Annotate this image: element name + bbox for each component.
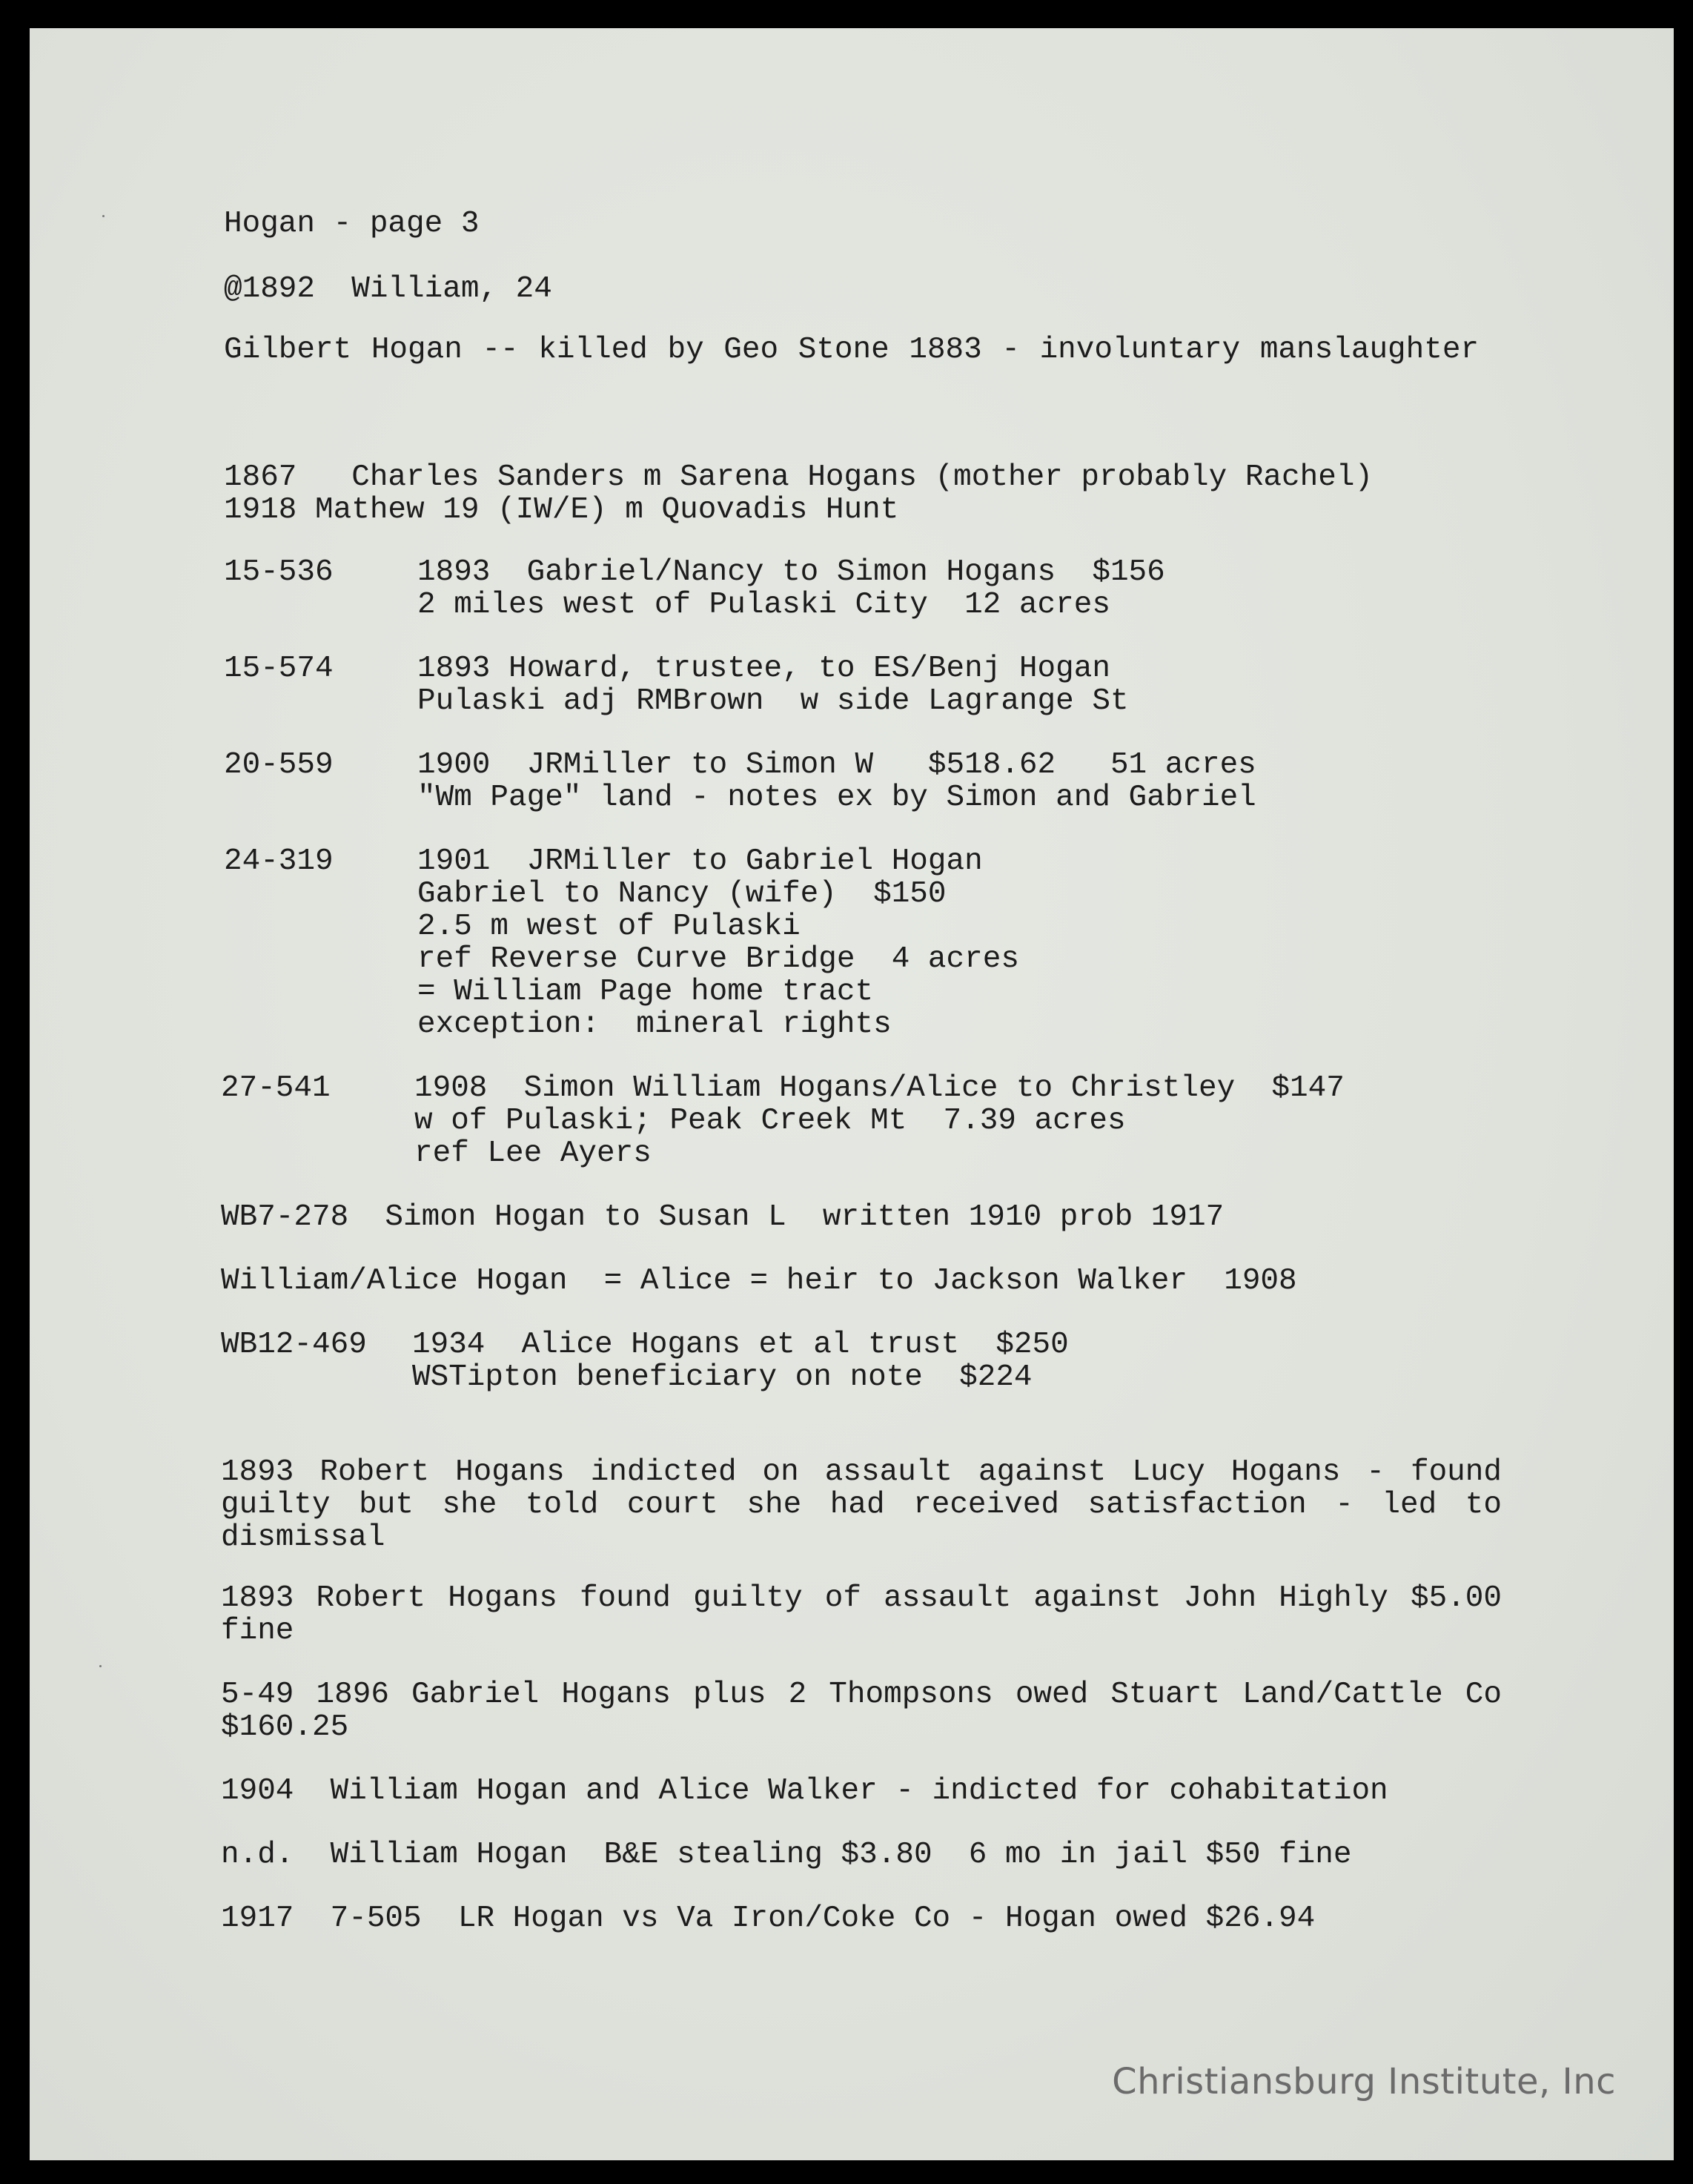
deed-line: 2 miles west of Pulaski City 12 acres <box>417 588 1110 622</box>
deed-line: 1893 Gabriel/Nancy to Simon Hogans $156 <box>417 555 1165 589</box>
deed-ref: WB12-469 <box>221 1328 367 1362</box>
court-entry-john-highly: 1893 Robert Hogans found guilty of assault against John Highly $5.00 fine <box>221 1581 1502 1648</box>
heir-entry: William/Alice Hogan = Alice = heir to Jackson Walker 1908 <box>221 1264 1297 1298</box>
document-page <box>30 28 1674 2160</box>
court-entry-b-and-e: n.d. William Hogan B&E stealing $3.80 6 mo in jail $50 fine <box>221 1838 1352 1872</box>
deed-line: 1934 Alice Hogans et al trust $250 <box>412 1328 1069 1362</box>
paper-speck <box>99 1665 102 1667</box>
deed-ref: 15-536 <box>224 555 334 589</box>
deed-line: ref Lee Ayers <box>414 1136 652 1171</box>
court-entry-lucy-hogans: 1893 Robert Hogans indicted on assault against Lucy Hogans - found guilty but she told court she had received satisfaction - led to dismissal <box>221 1455 1502 1555</box>
watermark: Christiansburg Institute, Inc <box>1112 2061 1616 2102</box>
paper-speck <box>102 215 105 217</box>
deed-line: 1908 Simon William Hogans/Alice to Christley $147 <box>414 1071 1345 1105</box>
deed-line: WSTipton beneficiary on note $224 <box>412 1360 1033 1394</box>
deed-ref: 24-319 <box>224 844 334 878</box>
deed-line: "Wm Page" land - notes ex by Simon and Gabriel <box>417 781 1256 815</box>
deed-line: 1901 JRMiller to Gabriel Hogan <box>417 844 983 878</box>
will-book-entry: WB7-278 Simon Hogan to Susan L written 1910 prob 1917 <box>221 1200 1225 1234</box>
deed-ref: 15-574 <box>224 652 334 686</box>
deed-line: 2.5 m west of Pulaski <box>417 910 801 944</box>
deed-line: Gabriel to Nancy (wife) $150 <box>417 877 947 911</box>
deed-line: w of Pulaski; Peak Creek Mt 7.39 acres <box>414 1104 1126 1138</box>
court-entry-cohabitation: 1904 William Hogan and Alice Walker - indicted for cohabitation <box>221 1774 1388 1808</box>
court-entry-va-iron-coke: 1917 7-505 LR Hogan vs Va Iron/Coke Co - Hogan owed $26.94 <box>221 1902 1316 1936</box>
deed-ref: 20-559 <box>224 748 334 782</box>
deed-line: 1900 JRMiller to Simon W $518.62 51 acres <box>417 748 1256 782</box>
deed-ref: 27-541 <box>221 1071 331 1105</box>
deed-line: = William Page home tract <box>417 975 874 1009</box>
page-title: Hogan - page 3 <box>224 207 480 241</box>
entry-gilbert-hogan: Gilbert Hogan -- killed by Geo Stone 1883 - involuntary manslaughter <box>224 333 1480 367</box>
deed-line: 1893 Howard, trustee, to ES/Benj Hogan <box>417 652 1110 686</box>
deed-line: exception: mineral rights <box>417 1007 892 1042</box>
court-entry-stuart-land: 5-49 1896 Gabriel Hogans plus 2 Thompsons owed Stuart Land/Cattle Co $160.25 <box>221 1678 1502 1744</box>
entry-charles-sanders: 1867 Charles Sanders m Sarena Hogans (mother probably Rachel) <box>224 460 1374 494</box>
entry-william-1892: @1892 William, 24 <box>224 272 552 306</box>
entry-mathew-1918: 1918 Mathew 19 (IW/E) m Quovadis Hunt <box>224 493 899 527</box>
deed-line: Pulaski adj RMBrown w side Lagrange St <box>417 684 1129 718</box>
deed-line: ref Reverse Curve Bridge 4 acres <box>417 942 1019 976</box>
